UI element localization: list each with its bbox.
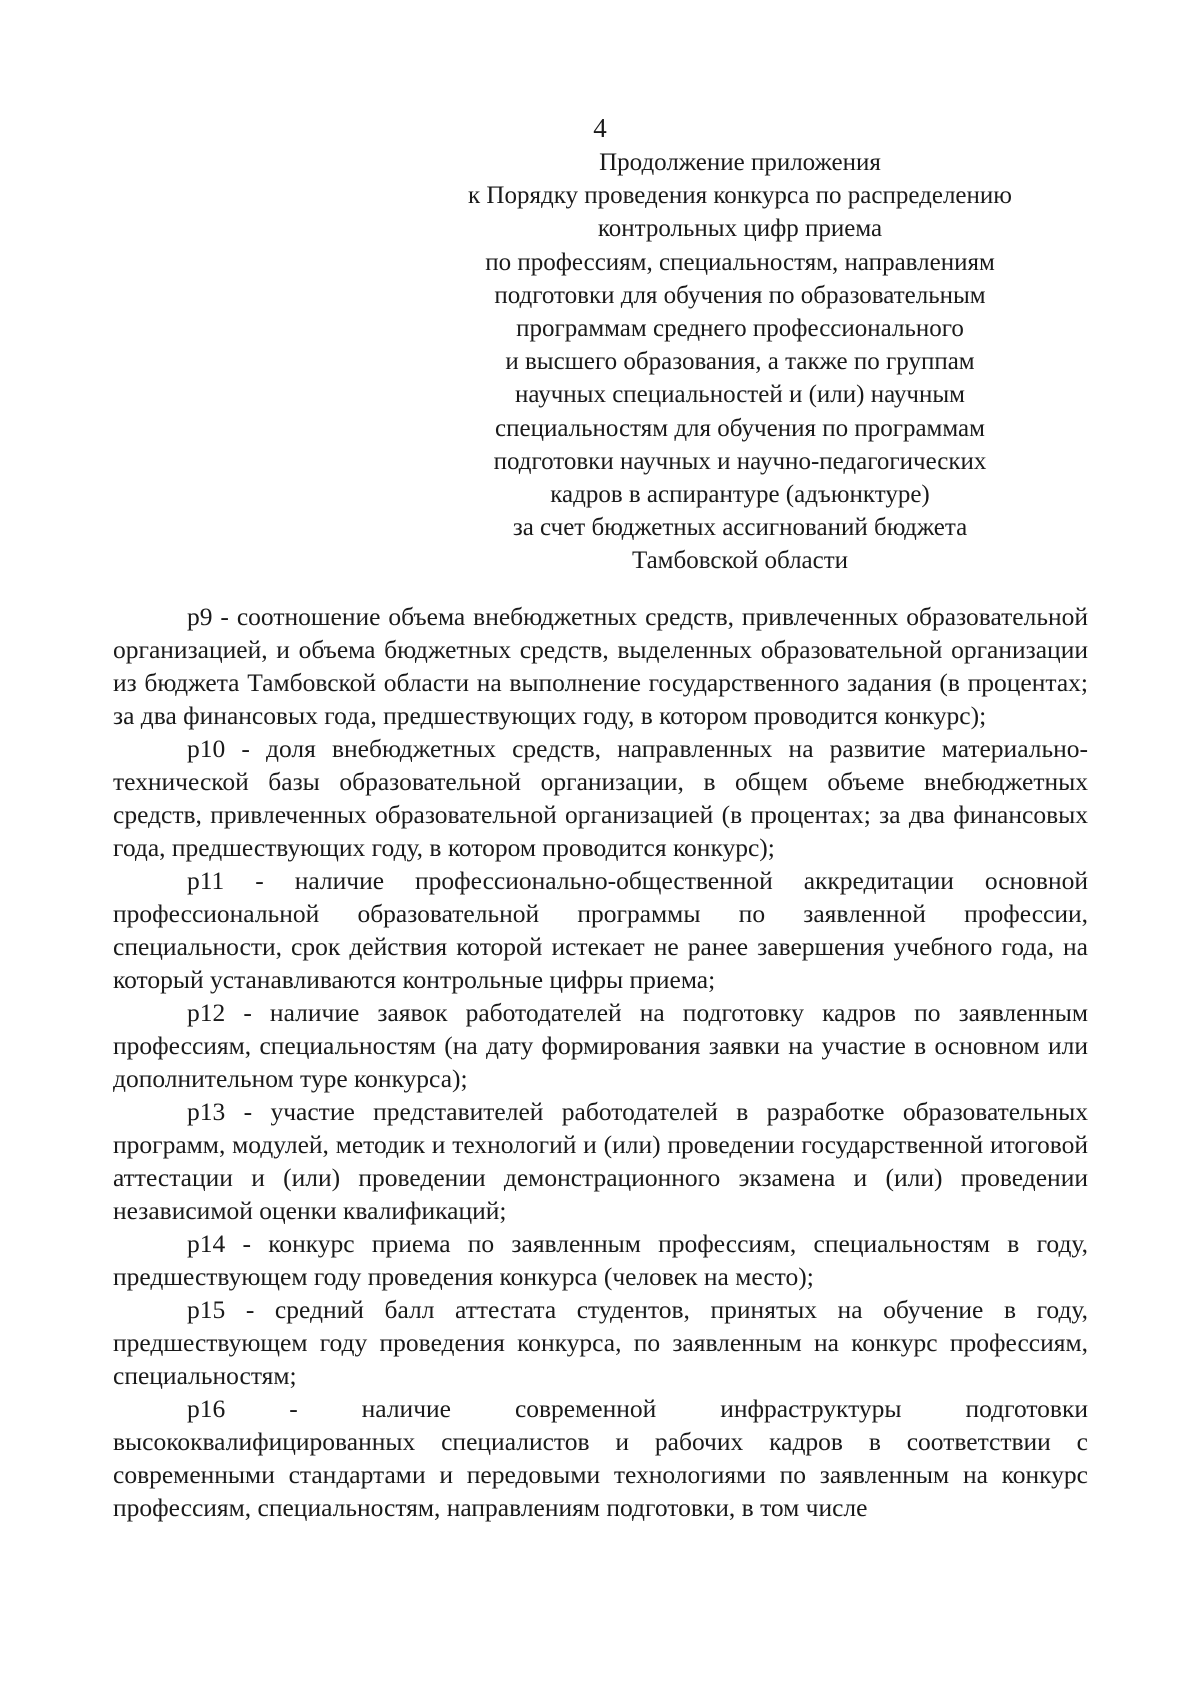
appendix-header-line: Тамбовской области [631, 547, 849, 575]
appendix-header-line: по профессиям, специальностям, направлениям [485, 248, 995, 276]
appendix-header-line: специальностям для обучения по программам [495, 414, 985, 442]
paragraph-p9: р9 - соотношение объема внебюджетных средств, привлеченных образовательной организацией, и объема бюджетных средств, выделенных образовательной организации из бюджета Тамбовской области на выполнение государственного задания (в процентах; за два финансовых года, предшествующих году, в котором проводится конкурс); [113, 602, 1088, 730]
paragraph-p15: р15 - средний балл аттестата студентов, принятых на обучение в году, предшествующем году проведения конкурса, по заявленным на конкурс профессиям, специальностям; [113, 1295, 1088, 1390]
appendix-header-line: кадров в аспирантуре (адъюнктуре) [550, 481, 930, 509]
appendix-header-line: подготовки для обучения по образовательным [494, 281, 986, 309]
paragraph-p12: р12 - наличие заявок работодателей на подготовку кадров по заявленным профессиям, специальностям (на дату формирования заявки на участие в основном или дополнительном туре конкурса); [113, 998, 1088, 1093]
paragraph-p14: р14 - конкурс приема по заявленным профессиям, специальностям в году, предшествующем году проведения конкурса (человек на место); [113, 1229, 1088, 1291]
paragraph-p10: р10 - доля внебюджетных средств, направленных на развитие материально-технической базы образовательной организации, в общем объеме внебюджетных средств, привлеченных образовательной организацией (в процентах; за два финансовых года, предшествующих году, в котором проводится конкурс); [113, 734, 1088, 862]
document-body [113, 600, 1088, 1524]
appendix-header [440, 146, 1040, 578]
paragraph-p16: р16 - наличие современной инфраструктуры подготовки высококвалифицированных специалистов и рабочих кадров в соответствии с современными стандартами и передовыми технологиями по заявленным на конкурс профессиям, специальностям, направлениям подготовки, в том числе [113, 1394, 1088, 1522]
appendix-header-line: за счет бюджетных ассигнований бюджета [512, 514, 968, 542]
paragraph-p11: р11 - наличие профессионально-общественной аккредитации основной профессиональной образовательной программы по заявленной профессии, специальности, срок действия которой истекает не ранее завершения учебного года, на который устанавливаются контрольные цифры приема; [113, 866, 1088, 994]
appendix-header-line: к Порядку проведения конкурса по распределению [468, 182, 1012, 210]
appendix-header-line: и высшего образования, а также по группам [505, 348, 975, 376]
paragraph-p13: р13 - участие представителей работодателей в разработке образовательных программ, модулей, методик и технологий и (или) проведении государственной итоговой аттестации и (или) проведении демонстрационного экзамена и (или) проведении независимой оценки квалификаций; [113, 1097, 1088, 1225]
appendix-header-line: контрольных цифр приема [597, 215, 883, 243]
appendix-header-line: Продолжение приложения [599, 149, 881, 176]
page-number: 4 [593, 113, 607, 143]
appendix-header-line: программам среднего профессионального [516, 315, 964, 343]
appendix-header-line: подготовки научных и научно-педагогических [493, 447, 987, 475]
appendix-header-line: научных специальностей и (или) научным [514, 381, 965, 409]
